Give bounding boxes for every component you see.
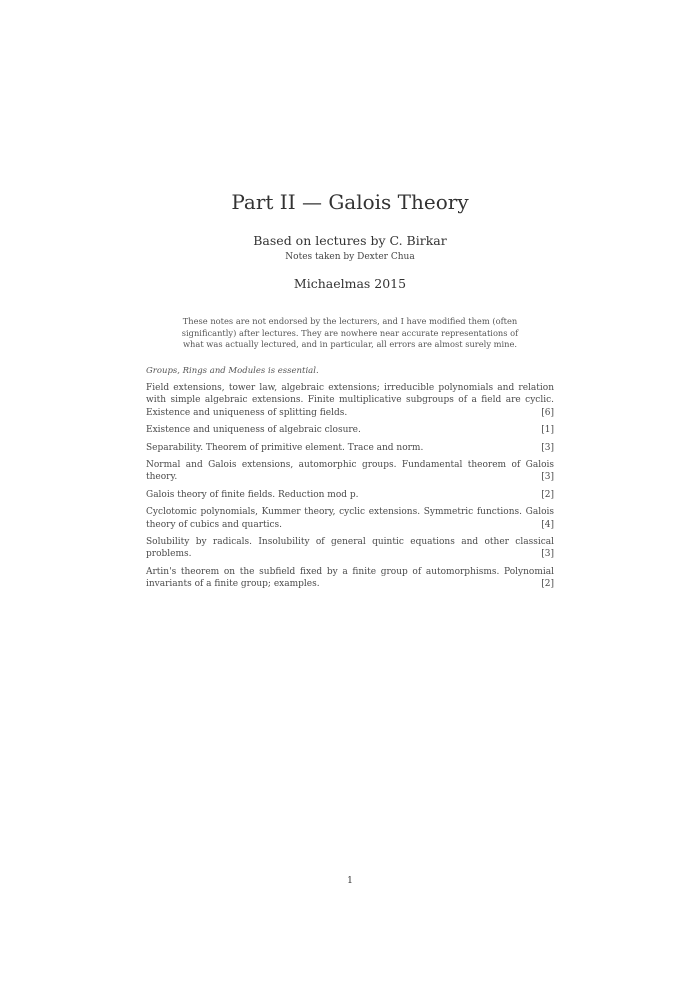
syllabus-item	[146, 489, 554, 501]
syllabus-item-hours: [2]	[541, 489, 554, 500]
syllabus-item	[146, 536, 554, 561]
notes-author: Notes taken by Dexter Chua	[285, 252, 415, 262]
syllabus-item-text: Solubility by radicals. Insolubility of general quintic equations and other classical problems.	[146, 537, 554, 560]
syllabus-item-text: Cyclotomic polynomials, Kummer theory, cyclic extensions. Symmetric functions. Galois theory of cubics and quartics.	[146, 507, 554, 530]
syllabus-item-hours: [1]	[541, 425, 554, 436]
syllabus-item-text: Field extensions, tower law, algebraic extensions; irreducible polynomials and relation with simple algebraic extensions. Finite multiplicative subgroups of a field are cyclic. Existence and uniqueness of splitting fields.	[146, 383, 554, 418]
term-date: Michaelmas 2015	[293, 276, 407, 291]
syllabus-item-text: Galois theory of finite fields. Reduction mod p.	[146, 489, 359, 500]
syllabus-item-hours: [6]	[541, 407, 554, 418]
syllabus-item-text: Normal and Galois extensions, automorphic groups. Fundamental theorem of Galois theory.	[146, 460, 554, 483]
syllabus-item	[146, 424, 554, 436]
syllabus-item-hours: [3]	[541, 442, 554, 453]
syllabus-item	[146, 566, 554, 591]
document-title: Part II — Galois Theory	[231, 190, 469, 214]
disclaimer-text: These notes are not endorsed by the lecturers, and I have modified them (often significantly) after lectures. They are nowhere near accurate representations of what was actually lectured, and in particular, all errors are almost surely mine.	[181, 316, 519, 349]
syllabus-item-hours: [3]	[541, 549, 554, 560]
syllabus-item-text: Artin's theorem on the subfield fixed by a finite group of automorphisms. Polynomial invariants of a finite group; examples.	[146, 566, 554, 590]
page-number: 1	[347, 876, 353, 886]
syllabus-item-hours: [3]	[541, 472, 554, 483]
syllabus-item	[146, 459, 554, 484]
syllabus-item	[146, 442, 554, 454]
syllabus-item	[146, 506, 554, 531]
prerequisite-note: Groups, Rings and Modules is essential.	[146, 366, 319, 376]
syllabus-list	[146, 382, 554, 596]
syllabus-item-text: Separability. Theorem of primitive element. Trace and norm.	[146, 442, 424, 453]
lecturer-credit: Based on lectures by C. Birkar	[253, 233, 447, 248]
syllabus-item-hours: [2]	[541, 579, 554, 590]
syllabus-item	[146, 382, 554, 419]
syllabus-item-hours: [4]	[541, 519, 554, 530]
syllabus-item-text: Existence and uniqueness of algebraic closure.	[146, 425, 361, 436]
